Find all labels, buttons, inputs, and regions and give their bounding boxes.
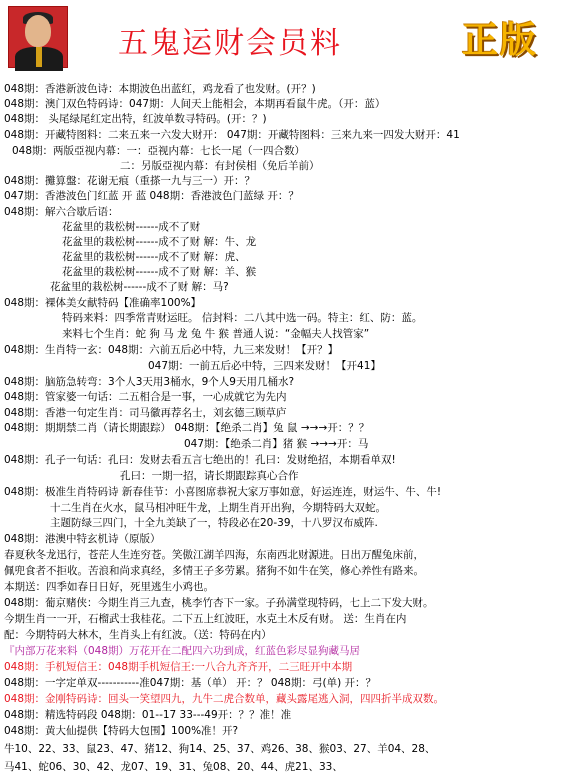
header <box>0 0 572 78</box>
avatar-photo <box>8 6 68 68</box>
text-line: 048期：葡京赌侠：今期生肖三九查，桃李竹杏下一家。子孙满堂现特码，七上二下发大财。 <box>4 597 434 609</box>
text-line: 048期：攤算盤：花谢无痕（重搽一九与三一）开：？ <box>4 175 256 187</box>
text-line: 来料七个生肖：蛇 狗 马 龙 兔 牛 猴 普通人说：“金幅夫人找管家” <box>62 328 370 340</box>
text-line: 048期： 头尾绿尾红定出特，红波单数寻特码。(开：？) <box>4 113 267 125</box>
text-line: 配：今期特码大林木，生肖头上有红波。（送：特码在内） <box>4 629 272 641</box>
text-line: 二：另版亞视内幕：有封侯相（免后羊前） <box>120 160 320 172</box>
text-line: 048期：极准生肖特码诗 新春佳节：小喜图席恭祝大家万事如意，好运连连，财运牛、牛、牛! <box>4 486 442 498</box>
text-line: 048期：精选特码段 048期：01--17 33---49开：？？准！准 <box>4 709 292 721</box>
text-line: 048期：管家婆一句话：二五相合是一事，一心成就它为先内 <box>4 391 287 403</box>
text-line: 048期：生肖特一玄：048期：六前五后必中特，九三来发财！【开？】 <box>4 344 339 356</box>
text-line: 花盆里的栽松树------成不了财 解：虎、 <box>62 251 246 263</box>
text-line: 春夏秋冬龙迅行，苍茫人生连穷苍。笑傲江湖羊四海，东南西北财源进。日出万醒兔床前， <box>4 549 424 561</box>
text-line: 048期：解六合歇后语： <box>4 206 119 218</box>
text-line: 048期：裸体美女献特码【准确率100%】 <box>4 297 202 309</box>
text-line: 花盆里的栽松树------成不了财 解：马? <box>50 281 229 293</box>
text-line: 048期：脑筋急转弯：3个人3天用3桶水，9个人9天用几桶水? <box>4 376 295 388</box>
text-line: 047期：一前五后必中特，三四来发财！【开41】 <box>148 360 381 372</box>
text-line: 048期：期期禁二肖（请长期跟踪） 048期：【绝杀二肖】兔 鼠 →→→开：？？ <box>4 422 370 434</box>
text-line: 048期：两版亞视内幕：一：亞视内幕：七长一尾（一四合数） <box>12 145 306 157</box>
text-line: 花盆里的栽松树------成不了财 <box>62 221 201 233</box>
page-title: 五鬼运财会员料 <box>118 26 342 61</box>
text-line: 048期：香港新波色诗：本期波色出蓝红，鸡龙看了也发财。(开？) <box>4 83 316 95</box>
text-line: 特码来料：四季常青财运旺。 信封料：二八其中选一码。特主：红、防：蓝。 <box>62 312 423 324</box>
text-line: 『内部万花来料（048期）万花开在二配四六功到成，红蓝色彩尽显狗藏马居 <box>4 645 361 657</box>
text-line: 主题防绿三四门，十全九美缺了一，特段必在20-39，十八罗汉布威阵. <box>50 517 378 529</box>
text-line: 048期：开藏特图料：二来五来一六发大财开： 047期：开藏特图料：三来九来一四发大财开：41 <box>4 129 460 141</box>
text-line: 佩兜食者不拒收。苦浪和尚求真经，多情王子多劳累。猪狗不如牛在笑，修心养性有路来。 <box>4 565 424 577</box>
text-line: 十二生肖在火水，鼠马相冲旺牛龙，上期生肖开出狗，今期特码大双蛇。 <box>50 502 386 514</box>
text-line: 047期：香港波色门红蓝 开 蓝 048期：香港波色门蓝绿 开：？ <box>4 190 299 202</box>
text-line: 花盆里的栽松树------成不了财 解：羊、猴 <box>62 266 257 278</box>
text-line: 孔曰：一期一招，请长期跟踪真心合作 <box>120 470 299 482</box>
text-line: 花盆里的栽松树------成不了财 解：牛、龙 <box>62 236 257 248</box>
text-line: 048期：港澳中特玄机诗（原版） <box>4 533 161 545</box>
text-line: 牛10、22、33、鼠23、47、猪12、狗14、25、37、鸡26、38、猴03、27、羊04、28、 <box>4 743 436 755</box>
text-line: 048期：一字定单双-----------准047期：基（单） 开：？ 048期：弓(单) 开：？ <box>4 677 377 689</box>
text-line: 048期：孔子一句话：孔曰：发财去看五言七绝出的！孔曰：发财绝招，本期看单双! <box>4 454 396 466</box>
text-line: 048期：香港一句定生肖：司马徽再荐名士，刘玄德三顾草庐 <box>4 407 287 419</box>
text-line: 048期：金刚特码诗：回头一笑望四九，九牛二虎合数单，藏头露尾逃入洞，四四折半成双数。 <box>4 693 445 705</box>
text-line: 马41、蛇06、30、42、龙07、19、31、兔08、20、44、虎21、33、 <box>4 761 343 773</box>
text-line: 本期送：四季如春日日好，死里逃生小鸡也。 <box>4 581 214 593</box>
text-line: 047期：【绝杀二肖】猪 猴 →→→开：马 <box>184 438 369 450</box>
genuine-badge: 正版 <box>462 20 539 61</box>
text-line: 048期：澳门双色特码诗：047期：人间天上能相会，本期再看鼠牛虎。（开：蓝） <box>4 98 386 110</box>
text-line: 048期：黄大仙提供【特码大包围】100%准！开? <box>4 725 239 737</box>
text-line: 今期生肖一一开，石榴武士我桂花。二下五上红波旺，水克土木反有财。 送：生肖在内 <box>4 613 407 625</box>
text-line: 048期：手机短信王：048期手机短信王:一八合九齐齐开，二三旺开中本期 <box>4 661 353 673</box>
